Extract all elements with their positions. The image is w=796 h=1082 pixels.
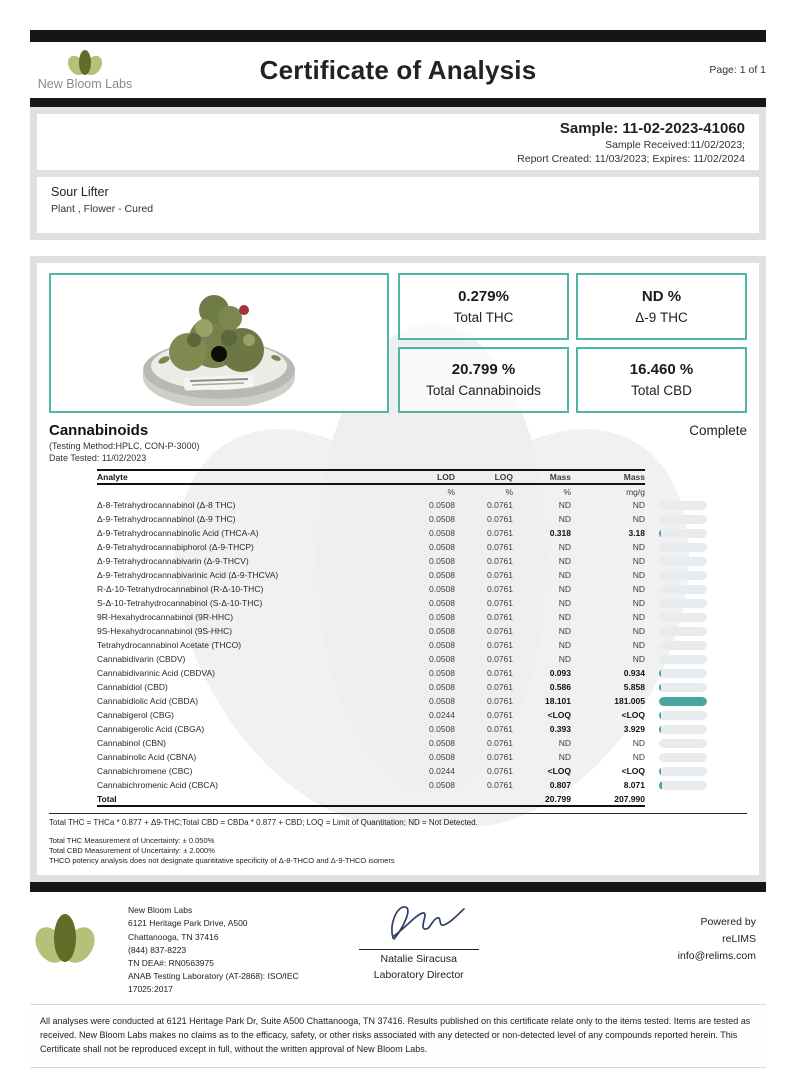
summary-box-total-cbd: [576, 347, 747, 414]
total-thc-label: Total THC: [453, 309, 514, 325]
lod-value: 0.0508: [429, 598, 455, 608]
document-header: [30, 42, 766, 98]
mass-mgg-value: <LOQ: [621, 766, 645, 776]
address-line: TN DEA#: RN0563975: [128, 957, 214, 968]
product-info-box: [37, 177, 759, 233]
sample-panel: [30, 107, 766, 240]
mass-mgg-value: ND: [632, 570, 645, 580]
summary-box-d9-thc: [576, 273, 747, 340]
table-row: [97, 666, 707, 680]
mass-bar: [659, 781, 707, 790]
loq-value: 0.0761: [487, 724, 513, 734]
table-row: [97, 694, 707, 708]
footnote-thc-uncertainty: Total THC Measurement of Uncertainty: ± 0.050%: [49, 836, 215, 845]
mass-percent-value: 18.101: [545, 696, 571, 706]
lod-value: 0.0508: [429, 724, 455, 734]
cannabinoids-title: Cannabinoids: [49, 422, 149, 439]
mass-bar-fill: [659, 725, 661, 734]
address-line: Chattanooga, TN 37416: [128, 931, 219, 942]
total-mass-mgg: 207.990: [614, 793, 645, 804]
loq-value: 0.0761: [487, 668, 513, 678]
footnote-cbd-uncertainty: Total CBD Measurement of Uncertainty: ± 2.000%: [49, 845, 215, 855]
table-row: [97, 624, 707, 638]
mass-mgg-value: ND: [632, 584, 645, 594]
analyte-name: Δ-9-Tetrahydrocannabivarin (Δ-9-THCV): [97, 556, 249, 566]
lod-value: 0.0508: [429, 626, 455, 636]
analyte-name: Tetrahydrocannabinol Acetate (THCO): [97, 640, 242, 650]
lab-logo-text: New Bloom Labs: [37, 76, 133, 91]
sample-info-box: [37, 114, 759, 170]
mass-percent-value: ND: [558, 640, 571, 650]
analyte-name: R-Δ-10-Tetrahydrocannabinol (R-Δ-10-THC): [97, 584, 264, 594]
analyte-name: Cannabidivarin (CBDV): [97, 654, 186, 664]
analyte-name: Δ-9-Tetrahydrocannabiphorol (Δ-9-THCP): [97, 542, 254, 552]
table-row: [97, 722, 707, 736]
loq-value: 0.0761: [487, 570, 513, 580]
lod-value: 0.0508: [429, 528, 455, 538]
mass-percent-value: 0.093: [549, 668, 571, 678]
loq-value: 0.0761: [487, 556, 513, 566]
footer-bloom-logo-icon: [36, 914, 94, 964]
mass-bar: [659, 557, 707, 566]
loq-value: 0.0761: [487, 710, 513, 720]
lod-value: 0.0508: [429, 570, 455, 580]
mass-mgg-value: ND: [632, 626, 645, 636]
d9-thc-label: Δ-9 THC: [635, 309, 688, 325]
mass-mgg-value: 3.929: [623, 724, 645, 734]
mass-percent-value: 0.807: [549, 780, 571, 790]
signature: [359, 900, 479, 950]
col-mass-mgg: Mass: [623, 472, 645, 482]
table-row: [97, 652, 707, 666]
header-rule: [30, 98, 766, 107]
loq-value: 0.0761: [487, 696, 513, 706]
table-row: [97, 568, 707, 582]
product-type: Plant , Flower - Cured: [51, 203, 154, 215]
mass-mgg-value: 3.18: [628, 528, 645, 538]
mass-mgg-value: ND: [632, 556, 645, 566]
analyte-name: Cannabichromene (CBC): [97, 766, 193, 776]
mass-mgg-value: 5.858: [623, 682, 645, 692]
disclaimer: All analyses were conducted at 6121 Heritage Park Dr, Suite A500 Chattanooga, TN 37416. Results published on this certificate relate only to the items tested. Items are tested as received. New Bloom Labs makes no claims as to the efficacy, safety, or other risks associated with any detected or non-detected level of any compounds reported herein. This Certificate shall not be reproduced except in full, without the written approval of New Bloom Labs.: [30, 1004, 766, 1068]
mass-mgg-value: 8.071: [623, 780, 645, 790]
mass-bar-fill: [659, 711, 661, 720]
analyte-name: Δ-9-Tetrahydrocannabinolic Acid (THCA-A): [97, 528, 259, 538]
loq-value: 0.0761: [487, 514, 513, 524]
table-row: [97, 512, 707, 526]
results-box: [37, 263, 759, 875]
summary-grid: [398, 273, 747, 413]
analyte-name: Δ-9-Tetrahydrocannabivarinic Acid (Δ-9-THCVA): [97, 570, 279, 580]
table-row: [97, 610, 707, 624]
table-row: [97, 554, 707, 568]
mass-mgg-value: ND: [632, 514, 645, 524]
analyte-name: Cannabinol (CBN): [97, 738, 166, 748]
col-loq: LOQ: [494, 472, 513, 482]
lod-value: 0.0508: [429, 696, 455, 706]
analyte-name: Cannabinolic Acid (CBNA): [97, 752, 197, 762]
loq-value: 0.0761: [487, 528, 513, 538]
mass-bar: [659, 753, 707, 762]
mass-mgg-value: ND: [632, 738, 645, 748]
address-line: New Bloom Labs: [128, 905, 193, 916]
lab-address: [128, 904, 299, 996]
loq-value: 0.0761: [487, 654, 513, 664]
mass-mgg-value: 0.934: [623, 668, 645, 678]
mass-mgg-value: ND: [632, 654, 645, 664]
analyte-name: Cannabigerol (CBG): [97, 710, 175, 720]
mass-mgg-value: ND: [632, 612, 645, 622]
unit-mass-mgg: mg/g: [626, 486, 645, 497]
total-cbd-label: Total CBD: [631, 383, 692, 399]
analyte-name: 9R-Hexahydrocannabinol (9R-HHC): [97, 612, 234, 622]
page-number-label: Page: 1 of 1: [709, 64, 766, 76]
analyte-name: S-Δ-10-Tetrahydrocannabinol (S-Δ-10-THC): [97, 598, 263, 608]
loq-value: 0.0761: [487, 626, 513, 636]
powered-by-block: [678, 914, 760, 964]
product-photo-frame: [49, 273, 389, 413]
table-row: [97, 638, 707, 652]
lod-value: 0.0508: [429, 500, 455, 510]
loq-value: 0.0761: [487, 766, 513, 776]
lod-value: 0.0244: [429, 710, 455, 720]
report-dates: Report Created: 11/03/2023; Expires: 11/02/2024: [517, 153, 745, 165]
table-row: [97, 680, 707, 694]
mass-bar: [659, 627, 707, 636]
mass-bar: [659, 655, 707, 664]
mass-percent-value: ND: [558, 738, 571, 748]
analyte-name: Δ-8-Tetrahydrocannabinol (Δ-8 THC): [97, 500, 236, 510]
loq-value: 0.0761: [487, 752, 513, 762]
analyte-name: Cannabidivarinic Acid (CBDVA): [97, 668, 215, 678]
unit-mass-pct: %: [563, 486, 571, 497]
mass-bar-fill: [659, 781, 662, 790]
table-row: [97, 596, 707, 610]
lod-value: 0.0508: [429, 542, 455, 552]
mass-bar: [659, 697, 707, 706]
analyte-name: Cannabigerolic Acid (CBGA): [97, 724, 205, 734]
loq-value: 0.0761: [487, 542, 513, 552]
lod-value: 0.0508: [429, 752, 455, 762]
address-line: 17025:2017: [128, 984, 173, 995]
loq-value: 0.0761: [487, 780, 513, 790]
total-thc-value: 0.279%: [458, 287, 509, 305]
lod-value: 0.0508: [429, 668, 455, 678]
sample-id: Sample: 11-02-2023-41060: [559, 120, 745, 137]
total-label: Total: [97, 793, 117, 804]
mass-bar: [659, 543, 707, 552]
mass-mgg-value: <LOQ: [621, 710, 645, 720]
mass-bar: [659, 725, 707, 734]
mass-mgg-value: ND: [632, 598, 645, 608]
relims-brand: reLIMS: [722, 933, 756, 946]
table-header-row: [97, 469, 707, 485]
mass-bar-fill: [659, 767, 661, 776]
lod-value: 0.0508: [429, 556, 455, 566]
mass-mgg-value: 181.005: [614, 696, 645, 706]
mass-percent-value: ND: [558, 654, 571, 664]
total-cannabinoids-value: 20.799 %: [451, 361, 516, 379]
mass-bar: [659, 683, 707, 692]
col-mass-pct: Mass: [549, 472, 571, 482]
footer-rule: [30, 882, 766, 892]
results-panel: [30, 256, 766, 882]
cannabinoids-table: [97, 469, 707, 807]
col-analyte: Analyte: [97, 472, 128, 482]
product-name: Sour Lifter: [51, 185, 109, 199]
analyte-name: Cannabidiolic Acid (CBDA): [97, 696, 199, 706]
loq-value: 0.0761: [487, 682, 513, 692]
loq-value: 0.0761: [487, 500, 513, 510]
footnote-definitions: Total THC = THCa * 0.877 + Δ9-THC;Total CBD = CBDa * 0.877 + CBD; LOQ = Limit of Quantitation; ND = Not Detected.: [49, 818, 478, 827]
mass-percent-value: ND: [558, 752, 571, 762]
mass-bar: [659, 669, 707, 678]
table-total-row: [97, 792, 707, 807]
table-row: [97, 526, 707, 540]
mass-percent-value: ND: [558, 500, 571, 510]
cannabinoid-rows: [97, 498, 707, 792]
footnote-uncertainty: [49, 836, 747, 865]
loq-value: 0.0761: [487, 598, 513, 608]
table-row: [97, 708, 707, 722]
mass-percent-value: ND: [558, 556, 571, 566]
mass-mgg-value: ND: [632, 500, 645, 510]
mass-percent-value: <LOQ: [547, 710, 571, 720]
mass-bar: [659, 739, 707, 748]
total-cbd-value: 16.460 %: [629, 361, 694, 379]
analyte-name: Δ-9-Tetrahydrocannabinol (Δ-9 THC): [97, 514, 236, 524]
loq-value: 0.0761: [487, 640, 513, 650]
mass-bar: [659, 641, 707, 650]
mass-percent-value: ND: [558, 626, 571, 636]
lod-value: 0.0508: [429, 612, 455, 622]
date-tested: Date Tested: 11/02/2023: [49, 453, 147, 463]
table-row: [97, 540, 707, 554]
signatory-title: Laboratory Director: [373, 969, 464, 982]
address-line: (844) 837-8223: [128, 944, 187, 955]
relims-email: info@relims.com: [677, 949, 756, 962]
table-row: [97, 750, 707, 764]
mass-percent-value: ND: [558, 542, 571, 552]
lod-value: 0.0508: [429, 640, 455, 650]
mass-bar-fill: [659, 683, 661, 692]
mass-percent-value: ND: [558, 598, 571, 608]
mass-bar: [659, 599, 707, 608]
loq-value: 0.0761: [487, 584, 513, 594]
address-line: 6121 Heritage Park Drive, A500: [128, 918, 248, 929]
sample-received: Sample Received:11/02/2023;: [605, 139, 745, 151]
d9-thc-value: ND %: [641, 287, 682, 305]
table-row: [97, 736, 707, 750]
mass-percent-value: ND: [558, 570, 571, 580]
analyte-name: Cannabidiol (CBD): [97, 682, 168, 692]
mass-bar: [659, 501, 707, 510]
analyte-name: Cannabichromenic Acid (CBCA): [97, 780, 218, 790]
total-cannabinoids-label: Total Cannabinoids: [426, 383, 541, 399]
mass-bar-fill: [659, 669, 661, 678]
table-units-row: [97, 485, 707, 498]
mass-bar: [659, 515, 707, 524]
footnote-thco: THCO potency analysis does not designate quantitative specificity of Δ-8-THCO and Δ-9-THCO isomers: [49, 855, 395, 865]
mass-mgg-value: ND: [632, 542, 645, 552]
analyte-name: 9S-Hexahydrocannabinol (9S-HHC): [97, 626, 233, 636]
testing-method: (Testing Method:HPLC, CON-P-3000): [49, 441, 200, 451]
footnote-rule: [49, 813, 747, 814]
loq-value: 0.0761: [487, 738, 513, 748]
mass-percent-value: ND: [558, 612, 571, 622]
lod-value: 0.0508: [429, 780, 455, 790]
mass-mgg-value: ND: [632, 640, 645, 650]
mass-bar: [659, 585, 707, 594]
signatory-name: Natalie Siracusa: [380, 953, 457, 966]
lod-value: 0.0508: [429, 584, 455, 594]
mass-bar: [659, 571, 707, 580]
total-mass-pct: 20.799: [545, 793, 571, 804]
lod-value: 0.0508: [429, 514, 455, 524]
table-row: [97, 778, 707, 792]
mass-percent-value: 0.393: [549, 724, 571, 734]
unit-lod: %: [447, 486, 455, 497]
lod-value: 0.0508: [429, 682, 455, 692]
bloom-logo-icon: [68, 50, 102, 76]
address-line: ANAB Testing Laboratory (AT-2868): ISO/IEC: [128, 971, 299, 982]
mass-percent-value: ND: [558, 514, 571, 524]
unit-loq: %: [505, 486, 513, 497]
mass-bar: [659, 529, 707, 538]
table-row: [97, 498, 707, 512]
summary-row: [49, 273, 747, 413]
mass-percent-value: 0.318: [549, 528, 571, 538]
lod-value: 0.0508: [429, 654, 455, 664]
signature-icon: [367, 900, 471, 944]
powered-by-label: Powered by: [700, 916, 756, 929]
top-rule: [30, 30, 766, 42]
cannabinoids-section-header: [49, 422, 747, 463]
mass-percent-value: <LOQ: [547, 766, 571, 776]
signature-block: [359, 900, 479, 981]
lod-value: 0.0244: [429, 766, 455, 776]
page-title: Certificate of Analysis: [259, 54, 537, 85]
section-status: Complete: [689, 423, 747, 438]
mass-bar-fill: [659, 697, 707, 706]
loq-value: 0.0761: [487, 612, 513, 622]
document-footer: [30, 892, 766, 1000]
table-row: [97, 582, 707, 596]
mass-bar: [659, 613, 707, 622]
product-photo: [64, 280, 374, 406]
mass-bar: [659, 711, 707, 720]
mass-percent-value: ND: [558, 584, 571, 594]
mass-percent-value: 0.586: [549, 682, 571, 692]
mass-bar: [659, 767, 707, 776]
summary-box-total-thc: [398, 273, 569, 340]
table-row: [97, 764, 707, 778]
summary-box-total-cannabinoids: [398, 347, 569, 414]
col-lod: LOD: [437, 472, 455, 482]
lod-value: 0.0508: [429, 738, 455, 748]
mass-bar-fill: [659, 529, 661, 538]
mass-mgg-value: ND: [632, 752, 645, 762]
